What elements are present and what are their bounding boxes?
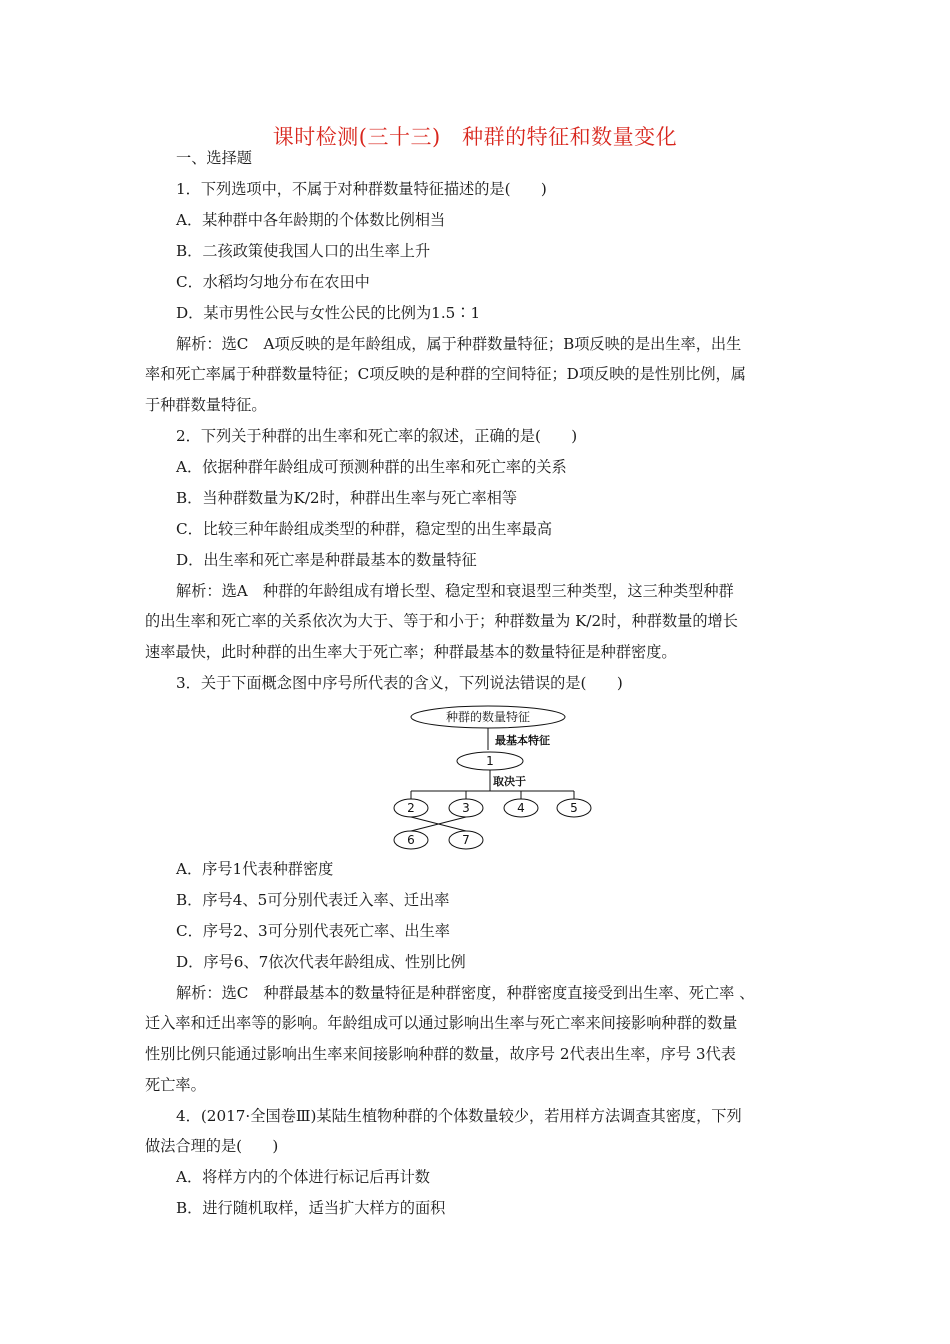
page-title: 课时检测(三十三) 种群的特征和数量变化 [272,125,678,149]
q3-analysis-line: 迁入率和迁出率等的影响。年龄组成可以通过影响出生率与死亡率来间接影响种群的数量 [145,1014,738,1032]
q3-analysis-line: 性别比例只能通过影响出生率来间接影响种群的数量，故序号 2代表出生率，序号 3代表 [145,1045,736,1063]
diagram-label-6: 6 [407,833,415,847]
q1-option-d: D．某市男性公民与女性公民的比例为1.5∶1 [176,304,481,322]
q3-stem: 3．关于下面概念图中序号所代表的含义，下列说法错误的是( ) [176,674,623,692]
q1-analysis-line: 率和死亡率属于种群数量特征；C项反映的是种群的空间特征；D项反映的是性别比例，属 [145,365,746,383]
q1-analysis-line: 解析：选C A项反映的是年龄组成，属于种群数量特征；B项反映的是出生率，出生 [176,335,742,353]
q4-stem-continued: 做法合理的是( ) [145,1137,279,1155]
diagram-label-3: 3 [462,801,470,815]
q3-option-b: B．序号4、5可分别代表迁入率、迁出率 [176,891,450,909]
diagram-label-2: 2 [407,801,415,815]
q2-option-a: A．依据种群年龄组成可预测种群的出生率和死亡率的关系 [176,458,567,476]
q4-option-a: A．将样方内的个体进行标记后再计数 [176,1168,430,1186]
q1-analysis-line: 于种群数量特征。 [145,396,267,414]
diagram-edge-label: 取决于 [493,775,526,788]
section-heading: 一、选择题 [176,149,252,167]
diagram-label-7: 7 [462,833,470,847]
diagram-edge-label: 最基本特征 [495,734,550,747]
q3-analysis-line: 死亡率。 [145,1076,206,1094]
diagram-label-1: 1 [486,754,494,768]
q2-analysis-line: 的出生率和死亡率的关系依次为大于、等于和小于；种群数量为 K/2时，种群数量的增长 [145,612,738,630]
q2-analysis-line: 速率最快，此时种群的出生率大于死亡率；种群最基本的数量特征是种群密度。 [145,643,677,661]
q2-option-d: D．出生率和死亡率是种群最基本的数量特征 [176,551,477,569]
q3-option-a: A．序号1代表种群密度 [176,860,334,878]
q1-option-c: C．水稻均匀地分布在农田中 [176,273,370,291]
diagram-label-5: 5 [570,801,578,815]
q1-option-a: A．某种群中各年龄期的个体数比例相当 [176,211,446,229]
q1-stem: 1．下列选项中，不属于对种群数量特征描述的是( ) [176,180,547,198]
concept-diagram [385,703,615,853]
q3-analysis-line: 解析：选C 种群最基本的数量特征是种群密度，种群密度直接受到出生率、死亡率 、 [176,984,755,1002]
q2-option-c: C．比较三种年龄组成类型的种群，稳定型的出生率最高 [176,520,553,538]
q2-option-b: B．当种群数量为K/2时，种群出生率与死亡率相等 [176,489,518,507]
q4-stem: 4．(2017·全国卷Ⅲ)某陆生植物种群的个体数量较少，若用样方法调查其密度，下列 [176,1107,742,1125]
diagram-label-4: 4 [517,801,525,815]
diagram-label-top: 种群的数量特征 [445,710,531,724]
q1-option-b: B．二孩政策使我国人口的出生率上升 [176,242,431,260]
q2-stem: 2．下列关于种群的出生率和死亡率的叙述，正确的是( ) [176,427,578,445]
q2-analysis-line: 解析：选A 种群的年龄组成有增长型、稳定型和衰退型三种类型，这三种类型种群 [176,582,734,600]
q4-option-b: B．进行随机取样，适当扩大样方的面积 [176,1199,446,1217]
q3-option-c: C．序号2、3可分别代表死亡率、出生率 [176,922,450,940]
q3-option-d: D．序号6、7依次代表年龄组成、性别比例 [176,953,466,971]
